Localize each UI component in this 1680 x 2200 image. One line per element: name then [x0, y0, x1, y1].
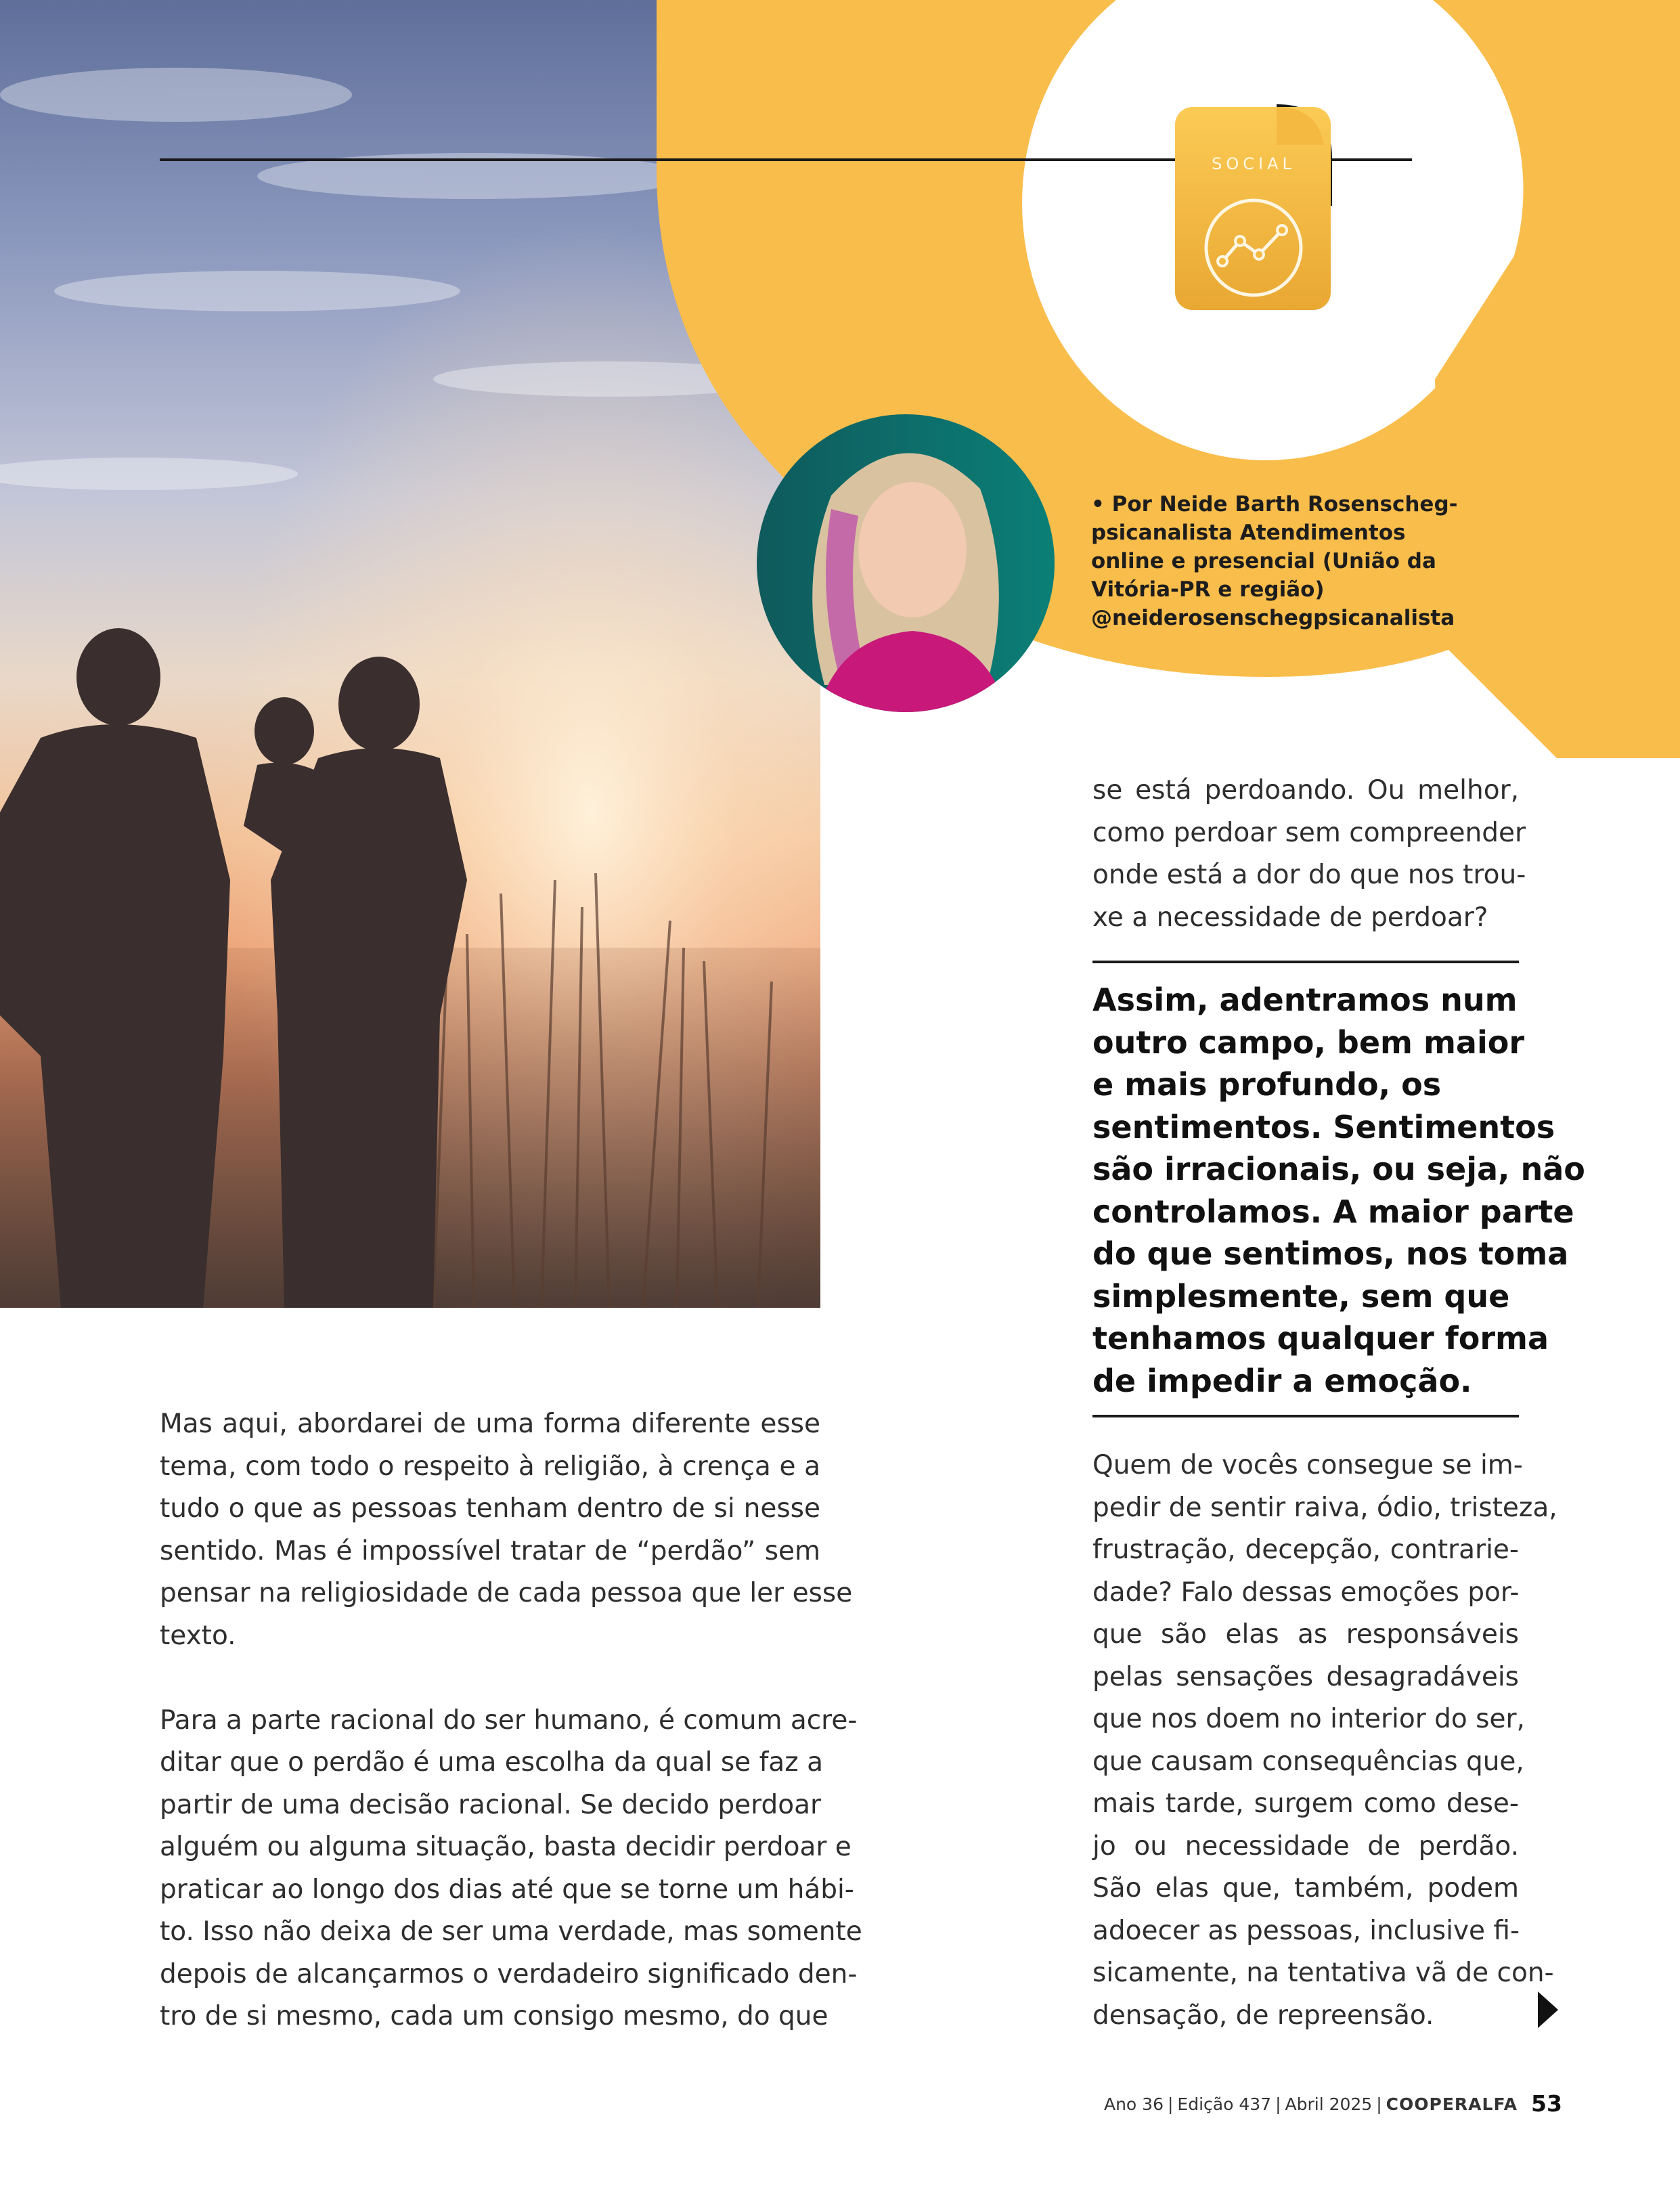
text-line: onde está a dor do que nos trou- [1092, 860, 1526, 890]
pull-quote [1092, 979, 1585, 1402]
text-line: dade? Falo dessas emoções por- [1092, 1577, 1520, 1608]
text-line: pensar na religiosidade de cada pessoa que ler esse [160, 1578, 853, 1608]
text-line: se está perdoando. Ou melhor, [1092, 775, 1519, 806]
pull-quote-line: Assim, adentramos num [1092, 982, 1518, 1018]
text-line: tudo o que as pessoas tenham dentro de si nesse [160, 1493, 820, 1524]
author-portrait-photo [757, 414, 1055, 712]
text-line: tro de si mesmo, cada um consigo mesmo, do que [160, 2001, 828, 2031]
text-line: Quem de vocês consegue se im- [1092, 1450, 1523, 1480]
paragraph-gap [160, 1657, 820, 1700]
continue-arrow-icon [1538, 1992, 1558, 2028]
page-footer [1104, 2094, 1518, 2114]
pull-quote-rule-top [1092, 961, 1519, 963]
byline-line: @neiderosenschegpsicanalista [1091, 606, 1455, 630]
text-line: jo ou necessidade de perdão. [1092, 1830, 1519, 1862]
text-line: ditar que o perdão é uma escolha da qual se faz a [160, 1747, 823, 1778]
text-line: adoecer as pessoas, inclusive fi- [1092, 1915, 1520, 1946]
text-line: depois de alcançarmos o verdadeiro significado den- [160, 1958, 858, 1989]
footer-publication: COOPERALFA [1386, 2094, 1518, 2114]
text-line: sentido. Mas é impossível tratar de “perdão” sem [160, 1535, 820, 1566]
page-number: 53 [1531, 2090, 1562, 2117]
text-line: xe a necessidade de perdoar? [1092, 902, 1488, 933]
text-line: to. Isso não deixa de ser uma verdade, mas somente [160, 1916, 862, 1947]
left-column-text [160, 1403, 862, 2038]
text-line: texto. [160, 1620, 236, 1651]
text-line: que causam consequências que, [1092, 1746, 1524, 1777]
text-line: densação, de repreensão. [1092, 2000, 1434, 2031]
text-line: sicamente, na tentativa vã de con- [1092, 1958, 1554, 1988]
text-line: pedir de sentir raiva, ódio, tristeza, [1092, 1492, 1557, 1523]
right-column-top-text [1092, 770, 1526, 939]
footer-year: Ano 36 [1103, 2094, 1164, 2114]
byline-line: Vitória-PR e região) [1091, 577, 1325, 602]
text-line: que são elas as responsáveis [1092, 1619, 1519, 1650]
pull-quote-rule-bottom [1092, 1415, 1519, 1417]
text-line: como perdoar sem compreender [1092, 817, 1526, 848]
footer-separator: | [1167, 2094, 1174, 2114]
pull-quote-line: de impedir a emoção. [1092, 1362, 1472, 1399]
text-line: pelas sensações desagradáveis [1092, 1661, 1519, 1692]
byline-line: online e presencial (União da [1091, 549, 1436, 573]
pull-quote-line: são irracionais, ou seja, não [1092, 1151, 1585, 1187]
text-line: praticar ao longo dos dias até que se torne um hábi- [160, 1874, 854, 1905]
pull-quote-line: simplesmente, sem que [1092, 1277, 1510, 1315]
text-line: Para a parte racional do ser humano, é comum acre- [160, 1704, 858, 1736]
author-byline [1091, 490, 1470, 632]
text-line: mais tarde, surgem como dese- [1092, 1788, 1519, 1819]
pull-quote-line: sentimentos. Sentimentos [1092, 1108, 1555, 1145]
text-line: tema, com todo o respeito à religião, à crença e a [160, 1451, 820, 1482]
footer-separator: | [1275, 2094, 1281, 2114]
text-line: Mas aqui, abordarei de uma forma diferente esse [160, 1409, 820, 1439]
text-line: que nos doem no interior do ser, [1092, 1704, 1525, 1734]
section-label: SOCIAL [1212, 154, 1296, 173]
byline-line: psicanalista Atendimentos [1091, 521, 1406, 545]
line-chart-icon [1202, 196, 1305, 299]
footer-separator: | [1376, 2094, 1382, 2114]
right-column-bottom-text [1092, 1445, 1557, 2037]
pull-quote-line: e mais profundo, os [1092, 1066, 1442, 1103]
pull-quote-line: outro campo, bem maior [1092, 1024, 1525, 1061]
footer-edition: Edição 437 [1177, 2094, 1272, 2114]
pull-quote-line: do que sentimos, nos toma [1092, 1235, 1569, 1272]
text-line: São elas que, também, podem [1092, 1873, 1519, 1904]
pull-quote-line: tenhamos qualquer forma [1092, 1320, 1549, 1357]
byline-line: • Por Neide Barth Rosenscheg- [1091, 492, 1458, 516]
text-line: alguém ou alguma situação, basta decidir perdoar e [160, 1832, 852, 1862]
text-line: partir de uma decisão racional. Se decido perdoar [160, 1789, 822, 1820]
text-line: frustração, decepção, contrarie- [1092, 1535, 1519, 1565]
pull-quote-line: controlamos. A maior parte [1092, 1193, 1574, 1230]
footer-date: Abril 2025 [1285, 2094, 1373, 2114]
